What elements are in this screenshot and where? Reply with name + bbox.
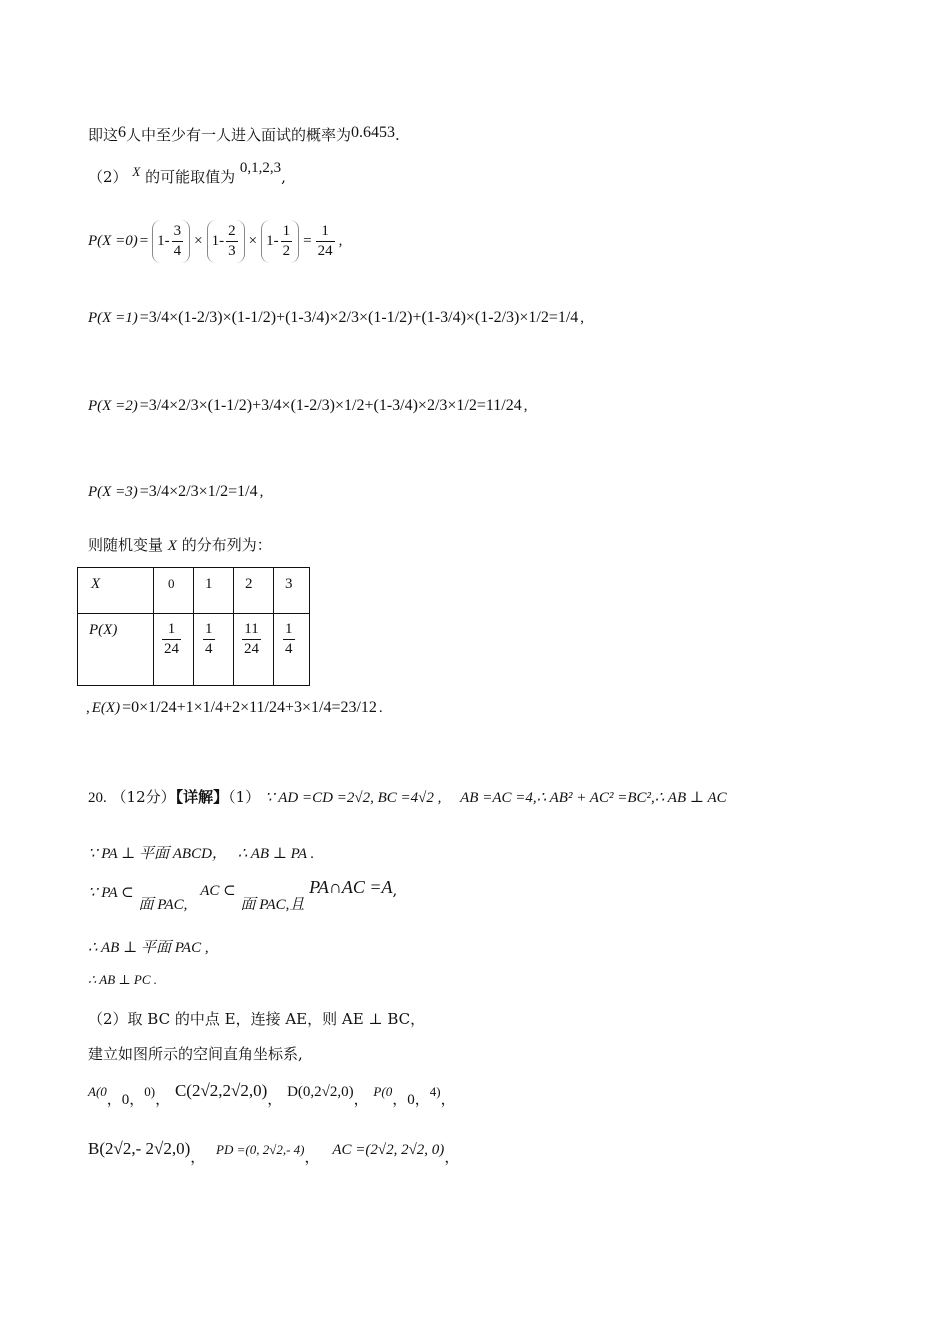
p-x-2-equation	[88, 398, 527, 414]
lhs: P(X =3)	[88, 483, 138, 500]
point-p: P(0	[373, 1084, 393, 1099]
statement: PA∩AC =A	[309, 877, 393, 897]
period: .	[395, 126, 400, 144]
probability-conclusion-line	[88, 124, 400, 144]
variable: X	[167, 538, 177, 554]
term: 1-	[157, 232, 170, 249]
q20-line-6	[88, 1012, 425, 1027]
statement: 面 PAC,且	[240, 897, 305, 913]
paren-term	[261, 220, 299, 263]
numerator: 1	[281, 222, 293, 242]
statement: ∵ AD =CD =2√2, BC =4√2 ,	[264, 790, 442, 806]
comma: ,	[523, 397, 528, 414]
text: 则随机变量	[88, 536, 164, 554]
table-cell	[194, 614, 234, 686]
lhs: P(X =0)	[88, 233, 138, 249]
expression: =3/4×2/3×(1-1/2)+3/4×(1-2/3)×1/2+(1-3/4)×2/3×1/2=11/24	[139, 397, 522, 414]
part-label: （1）	[228, 788, 261, 806]
q20-line-7	[88, 1047, 303, 1062]
statement: ∵ PA ⊥ 平面 ABCD，	[88, 846, 227, 862]
comma: ,	[392, 881, 398, 899]
paren-term	[207, 220, 245, 263]
header-cell: 2	[245, 576, 253, 592]
separator: ，	[267, 1090, 283, 1108]
fraction	[203, 620, 215, 659]
expectation-equation	[86, 700, 383, 716]
paren-term	[152, 220, 190, 263]
table-cell	[274, 568, 310, 614]
denominator: 4	[285, 641, 293, 657]
coordinates-line-1	[88, 1081, 456, 1108]
p-x-0-equation: P(X =0) = 1- $\frac{3}{4}$ × 1- $\frac{2}{3}$ × 1- $\frac{1}{2}$ = $\frac{1}{24}$ ,	[88, 220, 342, 263]
fraction	[226, 222, 238, 261]
values: 0,1,2,3	[239, 160, 282, 176]
comma: ,	[259, 483, 264, 500]
denominator: 3	[228, 243, 236, 259]
detail-tag: 【详解】	[175, 788, 229, 806]
numerator: 1	[283, 620, 295, 640]
denominator: 2	[282, 243, 291, 259]
statement: ∵ PA ⊂	[88, 885, 134, 901]
coordinates-line-2	[88, 1139, 460, 1166]
fraction	[242, 620, 261, 659]
score: （12分）	[111, 788, 176, 806]
part2-line	[88, 160, 286, 186]
fraction	[172, 222, 184, 261]
distribution-table	[77, 567, 310, 686]
numerator: 1	[162, 620, 181, 640]
table-cell	[274, 614, 310, 686]
p-x-3-equation	[88, 484, 263, 500]
comma: ,	[86, 699, 90, 716]
separator: ，	[190, 1148, 206, 1166]
table-cell	[78, 568, 154, 614]
header-cell: X	[91, 576, 101, 592]
numerator: 1	[203, 620, 215, 640]
comma: ,	[338, 233, 343, 249]
separator: ，	[440, 1090, 456, 1108]
question-number: 20.	[88, 790, 107, 806]
q20-line-4	[88, 940, 209, 956]
header-cell: 1	[205, 576, 213, 592]
period: .	[378, 699, 383, 716]
probability-value: 0.6453	[351, 124, 396, 141]
text: 的分布列为：	[181, 536, 272, 554]
separator: ，	[444, 1148, 460, 1166]
text: 即这	[88, 126, 119, 144]
statement: ∴ AB ⊥ PA .	[237, 846, 315, 862]
point-p-end: 4)	[429, 1084, 441, 1099]
fraction	[283, 620, 295, 659]
denominator: 24	[244, 641, 259, 657]
table-row	[78, 568, 310, 614]
denominator: 4	[205, 641, 213, 657]
separator: ，0，	[106, 1092, 145, 1108]
numerator: 11	[242, 620, 261, 640]
comma: ,	[281, 168, 286, 186]
point-a-end: 0)	[144, 1084, 156, 1099]
table-cell	[234, 568, 274, 614]
table-cell	[194, 568, 234, 614]
term: 1-	[266, 232, 279, 249]
term: 1-	[211, 232, 225, 249]
vector-ac: AC =(2√2, 2√2, 0)	[332, 1142, 445, 1158]
table-cell	[154, 614, 194, 686]
point-b: B(2√2,- 2√2,0)	[88, 1139, 191, 1158]
q20-line-2	[88, 846, 314, 862]
fraction	[281, 222, 293, 261]
separator: ，0，	[392, 1092, 430, 1108]
lhs: P(X =2)	[88, 397, 138, 414]
expression: =3/4×(1-2/3)×(1-1/2)+(1-3/4)×2/3×(1-1/2)+(1-3/4)×(1-2/3)×1/2=1/4	[139, 309, 579, 326]
result-fraction	[316, 222, 335, 261]
statement: AB =AC =4,∴ AB² + AC² =BC²,∴ AB ⊥ AC	[460, 790, 727, 806]
text: 人中至少有一人进入面试的概率为	[126, 126, 352, 144]
part-label: （2）	[88, 168, 128, 186]
q20-line-5	[88, 973, 157, 987]
point-d: D(0,2√2,0)	[287, 1084, 354, 1100]
comma: ,	[580, 309, 585, 326]
table-cell	[78, 614, 154, 686]
statement: ∴ AB ⊥ PC .	[88, 972, 158, 987]
separator: ，	[155, 1090, 171, 1108]
table-cell	[154, 568, 194, 614]
table-row	[78, 614, 310, 686]
separator: ，	[353, 1090, 369, 1108]
lhs: P(X =1)	[88, 309, 138, 326]
numerator: 1	[316, 222, 335, 242]
fraction	[162, 620, 181, 659]
expression: =3/4×2/3×1/2=1/4	[139, 483, 258, 500]
row-label: P(X)	[89, 622, 118, 638]
denominator: 24	[164, 641, 179, 657]
variable: X	[132, 164, 141, 179]
text: 的可能取值为	[145, 168, 236, 186]
statement: 面 PAC,	[138, 897, 188, 913]
numerator: 3	[172, 222, 184, 242]
statement: 建立如图所示的空间直角坐标系,	[88, 1045, 303, 1063]
numerator: 2	[226, 222, 238, 242]
lhs: E(X)	[91, 699, 121, 716]
expression: =0×1/24+1×1/4+2×11/24+3×1/4=23/12	[122, 699, 377, 716]
count: 6	[118, 124, 127, 141]
distribution-intro	[88, 538, 272, 554]
header-cell: 3	[285, 576, 293, 592]
q20-header-line	[88, 790, 727, 806]
table-cell	[234, 614, 274, 686]
q20-line-3	[88, 877, 398, 913]
vector-pd: PD =(0, 2√2,- 4)	[216, 1142, 305, 1157]
equals: =	[139, 233, 149, 249]
statement: ∴ AB ⊥ 平面 PAC ,	[88, 940, 209, 956]
denominator: 24	[317, 243, 333, 259]
point-c: C(2√2,2√2,0)	[174, 1081, 268, 1100]
header-cell: 0	[168, 576, 175, 591]
point-a: A(0	[88, 1084, 107, 1099]
statement: （2）取 BC 的中点 E，连接 AE，则 AE ⊥ BC，	[88, 1010, 426, 1028]
denominator: 4	[173, 243, 182, 259]
p-x-1-equation	[88, 310, 584, 326]
separator: ，	[304, 1148, 320, 1166]
statement: AC ⊂	[200, 883, 236, 899]
